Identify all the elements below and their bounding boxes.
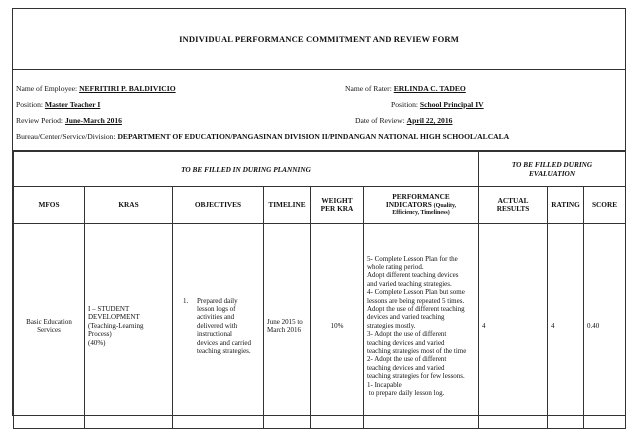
indicators-header-line1: PERFORMANCE (392, 191, 450, 201)
kras-line: (40%) (88, 338, 106, 347)
objective-line: instructional (197, 330, 232, 339)
weight-header-line1: WEIGHT (321, 195, 353, 205)
indicator-line: 4- Complete Lesson Plan but some (367, 288, 465, 297)
timeline-line1: June 2015 to (267, 317, 303, 326)
col-header-actual (479, 187, 548, 224)
rater-position-label: Position: (391, 100, 419, 109)
col-header-rating: RATING (548, 187, 584, 224)
col-header-weight (311, 187, 364, 224)
review-period: June-March 2016 (64, 116, 122, 125)
table-row (14, 224, 626, 429)
mfos-cell (14, 224, 85, 429)
planning-section-label: TO BE FILLED IN DURING PLANNING (14, 152, 479, 187)
rater-row (345, 84, 466, 93)
indicator-line: Adopt the use of different teaching (367, 305, 465, 314)
employee-position-row (16, 100, 100, 109)
indicators-header-sub1: (Quality, (433, 203, 457, 210)
objective-item (173, 297, 263, 356)
score-cell (584, 224, 626, 429)
rating-cell (548, 224, 584, 429)
timeline-line2: March 2016 (267, 326, 302, 334)
col-header-timeline: TIMELINE (264, 187, 311, 224)
indicators-header-line2: INDICATORS (385, 200, 432, 210)
actual-header-line2: RESULTS (496, 204, 530, 213)
kras-line: I – STUDENT (88, 305, 130, 314)
employee-position: Master Teacher I (44, 100, 101, 109)
col-header-score: SCORE (584, 187, 626, 224)
indicator-line: teaching devices and varied (367, 363, 445, 372)
review-period-row (16, 116, 122, 125)
weight-value: 10% (330, 321, 344, 330)
bureau-value: DEPARTMENT OF EDUCATION/PANGASINAN DIVISION II/PINDANGAN NATIONAL HIGH SCHOOL/ALCALA (117, 132, 510, 141)
indicator-line: lessons are being repeated 5 times. (367, 296, 465, 305)
weight-cell (311, 224, 364, 429)
indicator-line: and varied teaching strategies. (367, 279, 452, 288)
col-header-kras: KRAS (85, 187, 173, 224)
objective-text (197, 297, 251, 356)
ipcr-form (12, 8, 626, 416)
section-header-row (14, 152, 626, 187)
indicator-line: 1- Incapable (367, 380, 402, 389)
indicators-header-line2-wrap (364, 201, 478, 210)
objective-line: activities and (197, 313, 235, 322)
column-header-row (14, 187, 626, 224)
indicator-line: 2- Adopt the use of different (367, 355, 447, 364)
indicator-line: teaching devices and varied (367, 338, 445, 347)
indicator-line: 5- Complete Lesson Plan for the (367, 254, 458, 263)
rater-label: Name of Rater: (345, 84, 392, 93)
indicator-line: whole rating period. (367, 263, 424, 272)
timeline-cell (264, 224, 311, 429)
employee-name: NEFRITIRI P. BALDIVICIO (79, 84, 176, 93)
kras-line: Process) (88, 330, 112, 339)
indicator-line: 3- Adopt the use of different (367, 330, 447, 339)
actual-header-line1: ACTUAL (497, 195, 529, 205)
kras-line: (Teaching-Learning (88, 321, 144, 330)
indicator-line: Adopt different teaching devices (367, 271, 459, 280)
employee-label: Name of Employee: (16, 84, 78, 93)
indicators-cell (364, 224, 479, 429)
bureau-row (16, 132, 509, 141)
actual-result-cell (479, 224, 548, 429)
objectives-cell (173, 224, 264, 429)
col-header-mfos: MFOS (14, 187, 85, 224)
bureau-label: Bureau/Center/Service/Division: (16, 132, 116, 141)
indicator-line: devices and varied teaching (367, 313, 445, 322)
indicator-line: to prepare daily lesson log. (367, 388, 445, 397)
rater-name: ERLINDA C. TADEO (393, 84, 466, 93)
score-value: 0.40 (587, 321, 600, 330)
kras-line: DEVELOPMENT (88, 313, 140, 322)
employee-position-label: Position: (16, 100, 44, 109)
employee-info-section (13, 70, 625, 151)
review-date-row (355, 116, 452, 125)
mfos-line1: Basic Education (26, 317, 72, 326)
objective-number: 1. (183, 296, 189, 305)
col-header-indicators (364, 187, 479, 224)
evaluation-label-line1: TO BE FILLED DURING (511, 160, 593, 169)
objective-line: teaching strategies. (197, 346, 251, 355)
kra-table (13, 151, 626, 429)
employee-row (16, 84, 176, 93)
evaluation-label-line2: EVALUATION (529, 169, 576, 178)
objective-line: lesson logs of (197, 305, 236, 314)
review-date: April 22, 2016 (406, 116, 453, 125)
indicators-header-sub2: Efficiency, Timeliness) (392, 210, 450, 217)
actual-result-value: 4 (482, 321, 486, 330)
form-title: INDIVIDUAL PERFORMANCE COMMITMENT AND REVIEW FORM (13, 9, 625, 70)
objective-line: delivered with (197, 321, 238, 330)
mfos-line2: Services (37, 326, 61, 334)
rater-position-row (391, 100, 484, 109)
evaluation-section-label (479, 152, 626, 187)
weight-header-line2: PER KRA (320, 204, 354, 213)
rater-position: School Principal IV (419, 100, 484, 109)
objective-line: devices and carried (197, 338, 252, 347)
review-period-label: Review Period: (16, 116, 64, 125)
indicator-line: teaching strategies most of the time (367, 346, 467, 355)
col-header-objectives: OBJECTIVES (173, 187, 264, 224)
objective-line: Prepared daily (197, 296, 238, 305)
review-date-label: Date of Review: (355, 116, 405, 125)
indicator-line: strategies mostly. (367, 321, 416, 330)
rating-value: 4 (551, 321, 555, 330)
indicator-line: teaching strategies for few lessons. (367, 372, 465, 381)
kras-cell (85, 224, 173, 429)
